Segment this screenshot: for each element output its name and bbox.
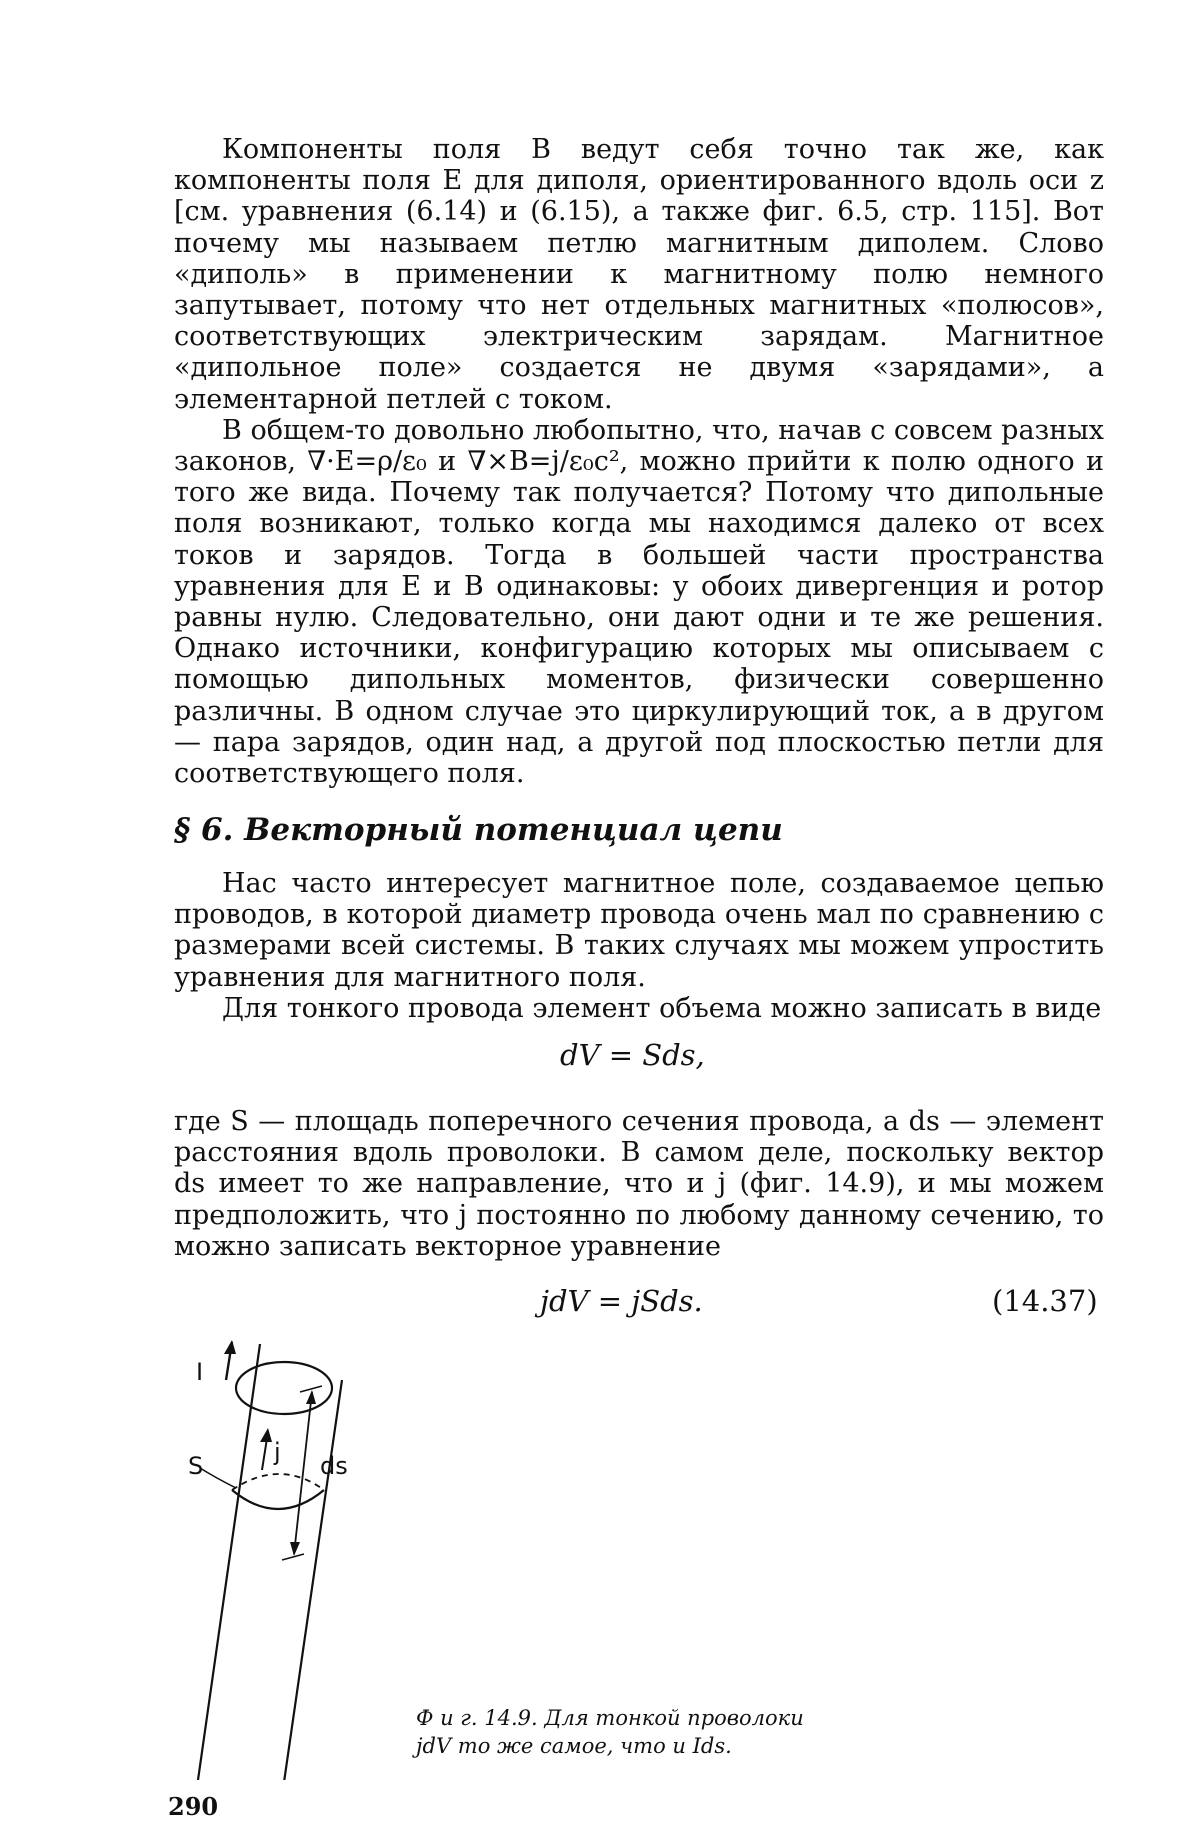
section-heading: § 6. Векторный потенциал цепи [174, 812, 783, 848]
paragraph: где S — площадь поперечного сечения провода, а ds — элемент расстояния вдоль проволоки. В самом деле, поскольку вектор ds имеет то же направление, что и j (фиг. 14.9), и мы можем предположить, что j постоянно по любому данному сечению, то можно записать векторное уравнение [174, 1106, 1104, 1262]
wire-right-edge [280, 1380, 342, 1780]
caption-line: jdV то же самое, что и Ids. [416, 1734, 732, 1758]
ds-arrow-bottom [290, 1542, 300, 1556]
paragraph: В общем-то довольно любопытно, что, начав с совсем разных законов, ∇·E=ρ/ε₀ и ∇×B=j/ε₀c², можно прийти к полю одного и того же вида. Почему так получается? Потому что дипольные поля возникают, только когда мы находимся далеко от всех токов и зарядов. Тогда в большей части пространства уравнения для E и B одинаковы: у обоих дивергенция и ротор равны нулю. Следовательно, они дают одни и те же решения. Однако источники, конфигурацию которых мы описываем с помощью дипольных моментов, физически совершенно различны. В одном случае это циркулирующий ток, а в другом — пара зарядов, один над, а другой под плоскостью петли для соответствующего поля. [174, 414, 1104, 790]
top-cross-section [236, 1362, 332, 1414]
ds-label: ds [320, 1452, 348, 1480]
current-density-label: j [274, 1438, 281, 1466]
caption-line: Ф и г. 14.9. Для тонкой проволоки [416, 1706, 804, 1730]
j-arrow-head [260, 1428, 272, 1442]
wire-figure [190, 1340, 400, 1780]
equation-number: (14.37) [992, 1284, 1098, 1318]
paragraph: Для тонкого провода элемент объема можно записать в виде [222, 992, 1102, 1024]
top-text [174, 134, 1104, 789]
current-label: I [196, 1358, 204, 1386]
ds-arrow-top [306, 1390, 316, 1404]
area-leader-line [200, 1468, 236, 1488]
page-number: 290 [168, 1792, 219, 1821]
figure-caption [416, 1704, 804, 1760]
paragraph: Нас часто интересует магнитное поле, создаваемое цепью проводов, в которой диаметр провода очень мал по сравнению с размерами всей системы. В таких случаях мы можем упростить уравнения для магнитного поля. [174, 868, 1104, 993]
current-arrow-head [224, 1340, 236, 1354]
lower-section-front [232, 1490, 324, 1509]
area-label: S [188, 1452, 204, 1480]
formula-volume-element: dV = Sds, [560, 1038, 705, 1072]
section-text [174, 868, 1104, 1024]
formula-current-element: jdV = jSds. [540, 1284, 703, 1318]
text-after-formula [174, 1106, 1104, 1262]
lower-section-back [232, 1474, 324, 1490]
wire-cylinder-diagram [190, 1340, 400, 1780]
wire-left-edge [198, 1344, 260, 1780]
ds-dimension-line [294, 1392, 312, 1554]
paragraph: Компоненты поля B ведут себя точно так же, как компоненты поля E для диполя, ориентированного вдоль оси z [см. уравнения (6.14) и (6.15), а также фиг. 6.5, стр. 115]. Вот почему мы называем петлю магнитным диполем. Слово «диполь» в применении к магнитному полю немного запутывает, потому что нет отдельных магнитных «полюсов», соответствующих электрическим зарядам. Магнитное «дипольное поле» создается не двумя «зарядами», а элементарной петлей с током. [174, 134, 1104, 415]
